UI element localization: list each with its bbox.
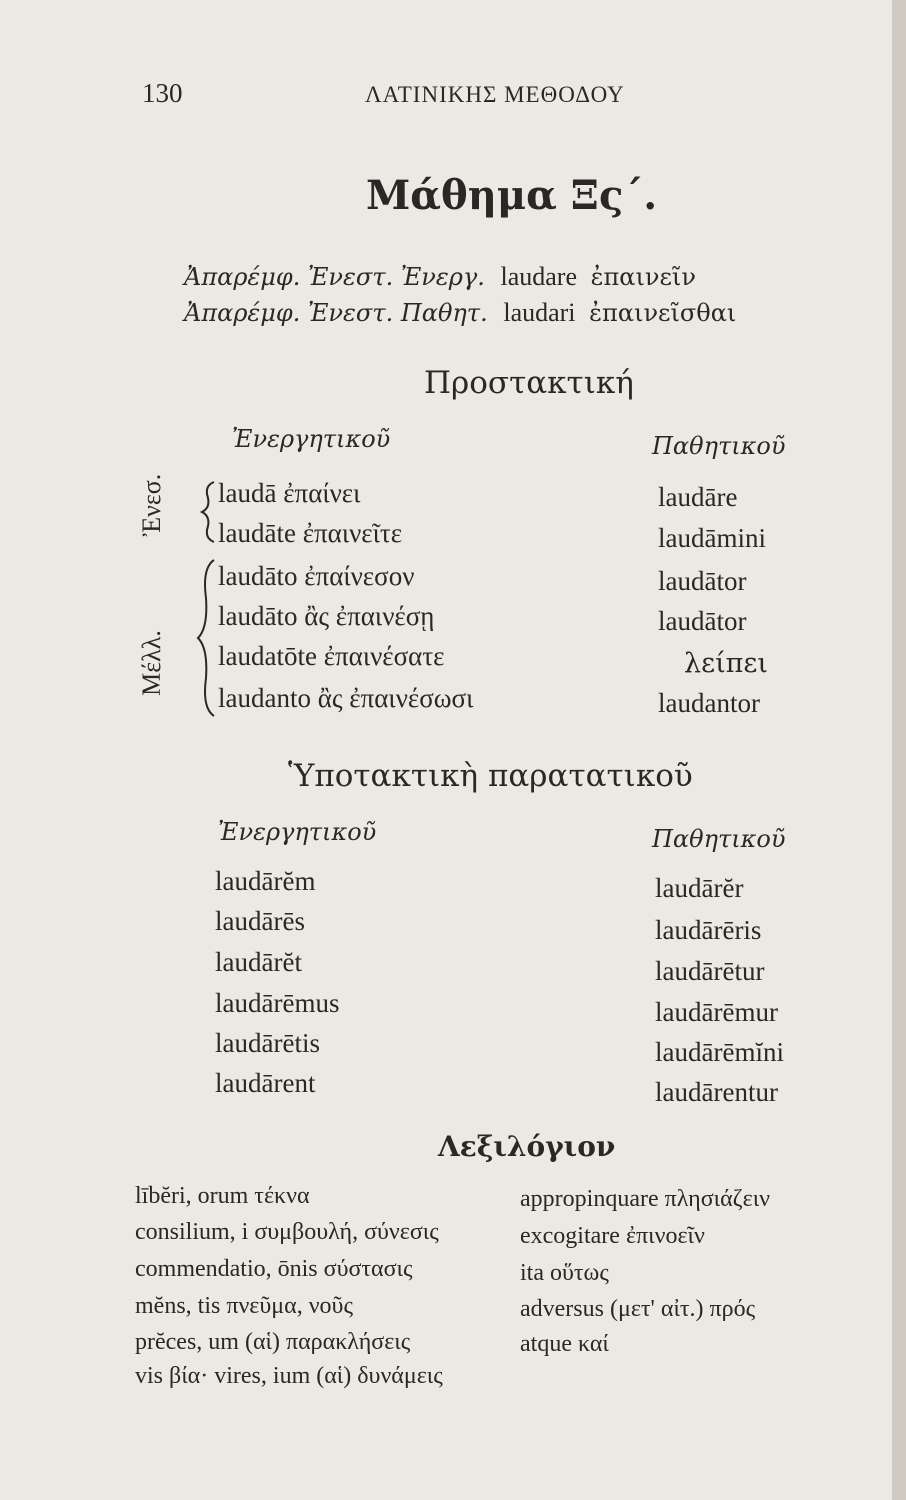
imperative-active-row: laudāto ἂς ἐπαινέσῃ <box>218 601 435 631</box>
running-title: ΛΑΤΙΝΙΚΗΣ ΜΕΘΟΔΟΥ <box>365 82 625 107</box>
lexicon-left-entry: prĕces, um (αἱ) παρακλήσεις <box>135 1329 411 1355</box>
subjunctive-active-row: laudārĕt <box>215 947 302 977</box>
subjunctive-passive-row: laudārentur <box>655 1077 778 1107</box>
imperative-active-row: laudāte ἐπαινεῖτε <box>218 518 403 548</box>
imperative-passive-row: λείπει <box>684 648 769 679</box>
infinitive-label: Ἀπαρέμφ. Ἐνεστ. Παθητ. <box>184 299 488 327</box>
imperative-passive-row: laudātor <box>658 606 747 636</box>
lexicon-right-entry: appropinquare πλησιάζειν <box>520 1186 770 1212</box>
subjunctive-passive-row: laudārētur <box>655 956 765 986</box>
imperative-passive-row: laudātor <box>658 566 747 596</box>
imperative-active-header: Ἐνεργητικοῦ <box>232 425 391 453</box>
subjunctive-active-header: Ἐνεργητικοῦ <box>218 818 377 846</box>
imperative-active-row: laudāto ἐπαίνεσον <box>218 561 415 591</box>
infinitive-greek: ἐπαινεῖσθαι <box>589 299 737 327</box>
infinitive-active <box>184 262 696 292</box>
lexicon-left-entry: consilium, i συμβουλή, σύνεσις <box>135 1219 439 1245</box>
infinitive-latin: laudare <box>500 262 577 291</box>
infinitive-label: Ἀπαρέμφ. Ἐνεστ. Ἐνεργ. <box>184 263 485 291</box>
present-side-label: Ἐνεσ. <box>137 473 166 537</box>
future-side-label: Μέλλ. <box>137 630 166 696</box>
subjunctive-active-row: laudārēs <box>215 906 305 936</box>
lexicon-right-entry: atque καί <box>520 1331 609 1357</box>
subjunctive-active-row: laudārētis <box>215 1028 320 1058</box>
imperative-active-row: laudanto ἂς ἐπαινέσωσι <box>218 683 474 713</box>
lexicon-right-entry: ita οὕτως <box>520 1260 609 1286</box>
subjunctive-passive-row: laudārēmur <box>655 997 778 1027</box>
infinitive-passive <box>184 298 736 328</box>
lexicon-left-entry: mĕns, tis πνεῦμα, νοῦς <box>135 1293 353 1319</box>
imperative-title: Προστακτική <box>424 365 634 401</box>
lexicon-title: Λεξιλόγιον <box>438 1130 616 1163</box>
subjunctive-passive-row: laudārēris <box>655 915 762 945</box>
imperative-active-row: laudā ἐπαίνει <box>218 478 361 508</box>
imperative-passive-row: laudāmini <box>658 523 766 553</box>
page-edge-shadow <box>892 0 906 1500</box>
lexicon-left-entry: commendatio, ōnis σύστασις <box>135 1256 413 1282</box>
imperative-braces <box>196 478 222 718</box>
imperative-passive-row: laudāre <box>658 482 738 512</box>
lesson-title: Μάθημα Ξς΄. <box>366 172 658 219</box>
subjunctive-passive-header: Παθητικοῦ <box>652 825 786 853</box>
subjunctive-title: Ὑποτακτικὴ παρατατικοῦ <box>288 758 693 794</box>
subjunctive-active-row: laudārĕm <box>215 866 316 896</box>
imperative-passive-header: Παθητικοῦ <box>652 432 786 460</box>
subjunctive-passive-row: laudārĕr <box>655 873 744 903</box>
imperative-active-row: laudatōte ἐπαινέσατε <box>218 641 445 671</box>
infinitive-latin: laudari <box>503 298 576 327</box>
lexicon-right-entry: excogitare ἐπινοεῖν <box>520 1223 705 1249</box>
lexicon-left-entry: lībĕri, orum τέκνα <box>135 1183 310 1209</box>
lexicon-left-entry: vis βία· vires, ium (αἱ) δυνάμεις <box>135 1363 443 1389</box>
subjunctive-passive-row: laudārēmĭni <box>655 1037 784 1067</box>
subjunctive-active-row: laudārent <box>215 1068 316 1098</box>
page-number: 130 <box>142 78 183 108</box>
subjunctive-active-row: laudārēmus <box>215 988 340 1018</box>
infinitive-greek: ἐπαινεῖν <box>590 263 696 291</box>
imperative-passive-row: laudantor <box>658 688 760 718</box>
lexicon-right-entry: adversus (μετ' αἰτ.) πρός <box>520 1296 756 1322</box>
